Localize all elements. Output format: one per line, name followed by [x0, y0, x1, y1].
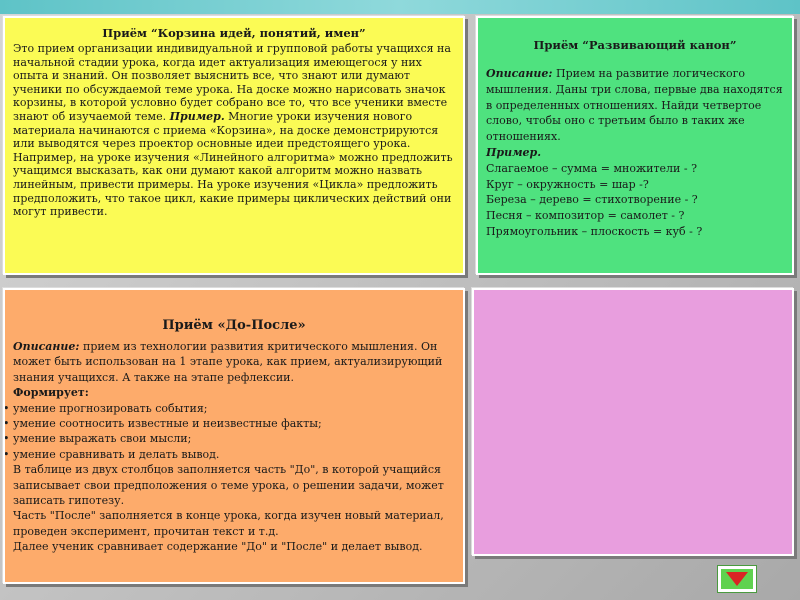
panel-korzina [3, 16, 465, 275]
kanon-desc-text: Прием на развитие логического мышления. Даны три слова, первые два находятся в определенных отношениях. Найди четвертое слово, чтобы оно с третьим было в таких же отношениях. [486, 67, 783, 144]
kanon-line: Прямоугольник – плоскость = куб - ? [486, 224, 703, 238]
doposle-description [13, 339, 455, 385]
list-item: • умение прогнозировать события; [7, 401, 455, 416]
korzina-description: Это прием организации индивидуальной и групповой работы учащихся на начальной стадии урока, когда идет актуализация имеющегося у них опыта и знаний. Он позволяет выяснить все, что знают или думают ученики по обсуждаемой теме урока. На доске можно нарисовать значок корзины, в которой условно будет собрано все то, что все ученики вместе знают об изучаемой теме. [13, 42, 451, 123]
korzina-title: Приём “Корзина идей, понятий, имен” [102, 26, 366, 40]
kanon-title: Приём “Развивающий канон” [533, 38, 737, 52]
doposle-skills-list [13, 401, 455, 463]
korzina-example-text: Многие уроки изучения нового материала начинаются с приема «Корзина», на доске демонстрируются или выводятся через проектор основные идеи предстоящего урока. Например, на уроке изучения «Линейного алгоритма» можно предложить учащимся высказать, как они думают какой алгоритм можно назвать линейным, привести примеры. На уроке изучения «Цикла» предложить предположить, что такое цикл, какие примеры циклических действий они могут привести. [13, 109, 453, 219]
doposle-para: Часть "После" заполняется в конце урока, когда изучен новый материал, проведен эксперимент, прочитан текст и т.д. [13, 509, 444, 538]
doposle-title: Приём «До-После» [162, 318, 306, 333]
kanon-line: Песня – композитор = самолет - ? [486, 209, 685, 223]
doposle-para: Далее ученик сравнивает содержание "До" и "После" и делает вывод. [13, 540, 423, 554]
list-item: • умение соотносить известные и неизвестные факты; [7, 416, 455, 431]
kanon-line: Слагаемое – сумма = множители - ? [486, 161, 697, 175]
top-strip [0, 0, 800, 14]
kanon-line: Береза – дерево = стихотворение - ? [486, 193, 698, 207]
list-item: • умение выражать свои мысли; [7, 431, 455, 446]
kanon-example-label: Пример. [486, 145, 542, 159]
doposle-desc-label: Описание: [13, 340, 80, 353]
doposle-para: В таблице из двух столбцов заполняется часть "До", в которой учащийся записывает свои предположения о теме урока, о решении задачи, может записать гипотезу. [13, 463, 444, 508]
kanon-desc-label: Описание: [486, 67, 553, 80]
kanon-line: Круг – окружность = шар -? [486, 177, 649, 191]
doposle-forms-label: Формирует: [13, 386, 89, 400]
next-slide-button[interactable] [718, 566, 756, 592]
list-item: • умение сравнивать и делать вывод. [7, 447, 455, 462]
doposle-forms [13, 385, 455, 400]
panel-empty [472, 288, 794, 556]
kanon-example [486, 145, 784, 161]
arrow-down-icon [726, 572, 748, 586]
doposle-desc-text: прием из технологии развития критического мышления. Он может быть использован на 1 этапе урока, как прием, актуализирующий знания учащихся. А также на этапе рефлексии. [13, 340, 443, 384]
korzina-text [13, 42, 455, 219]
korzina-example-label: Пример. [169, 109, 225, 123]
panel-do-posle [3, 288, 465, 584]
kanon-description [486, 66, 784, 145]
panel-kanon [476, 16, 794, 275]
